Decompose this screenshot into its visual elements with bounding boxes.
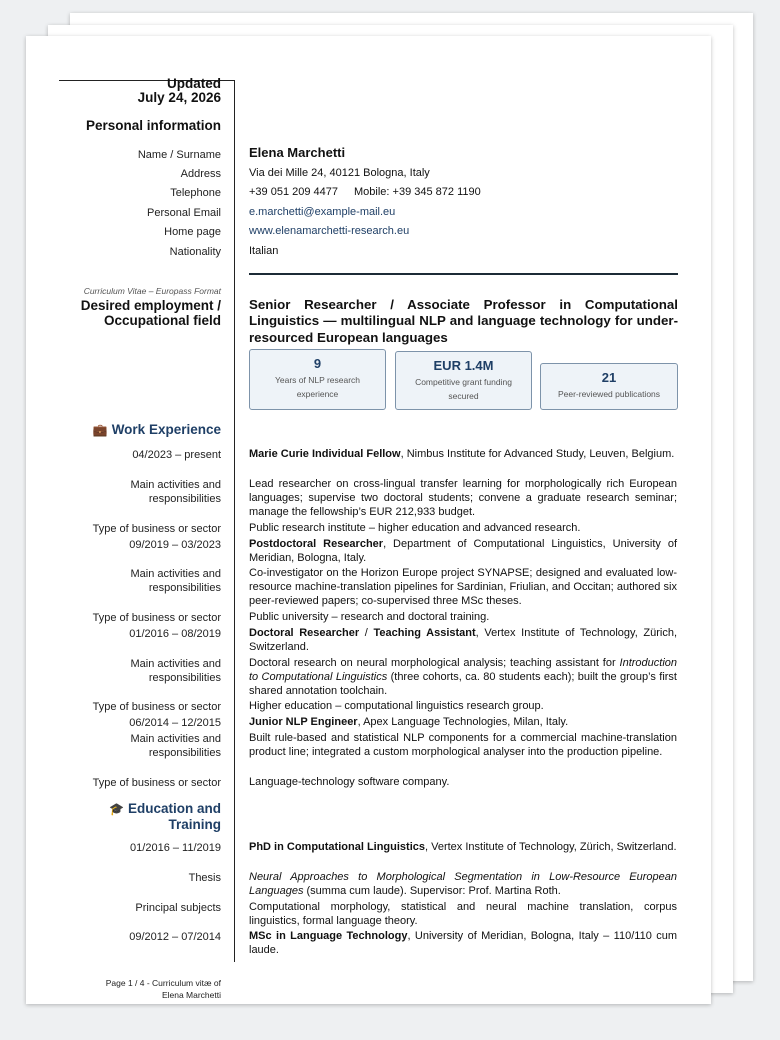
stat-caption: Years of NLP research experience bbox=[274, 375, 361, 399]
subjects-value: Computational morphology, statistical and neural machine translation, corpus linguistics, formal language theory. bbox=[249, 901, 677, 927]
activities-label: Main activities and responsibilities bbox=[130, 568, 221, 594]
desired-employment-label: Desired employment / Occupational field bbox=[80, 298, 221, 328]
job-sector: Higher education – computational linguistics research group. bbox=[249, 700, 544, 712]
sector-label: Type of business or sector bbox=[92, 701, 221, 713]
stat-card bbox=[540, 363, 678, 410]
stat-card bbox=[395, 351, 532, 410]
job-sector: Public research institute – higher education and advanced research. bbox=[249, 522, 581, 534]
section-divider bbox=[249, 273, 678, 275]
updated-date: Updated July 24, 2026 bbox=[137, 76, 221, 105]
nationality-value: Italian bbox=[249, 245, 279, 257]
sector-label: Type of business or sector bbox=[92, 777, 221, 789]
email-link[interactable]: e.marchetti@example-mail.eu bbox=[249, 206, 396, 218]
section-personal-information: Personal information bbox=[85, 118, 221, 133]
job-title: Postdoctoral Researcher, Department of Computational Linguistics, University of Meridian, Bologna, Italy. bbox=[249, 538, 678, 564]
graduation-cap-icon: 🎓 bbox=[109, 802, 124, 816]
name-label: Name / Surname bbox=[137, 149, 221, 161]
nationality-label: Nationality bbox=[169, 246, 221, 258]
stat-value: 9 bbox=[313, 356, 322, 371]
homepage-label: Home page bbox=[164, 226, 221, 238]
page-footer: Page 1 / 4 - Curriculum vitæ of Elena Marchetti bbox=[105, 978, 221, 1000]
activities-label: Main activities and responsibilities bbox=[130, 479, 221, 505]
job-dates: 09/2019 – 03/2023 bbox=[129, 539, 221, 551]
section-work-experience: 💼 Work Experience bbox=[92, 422, 221, 437]
subjects-label: Principal subjects bbox=[135, 902, 221, 914]
cv-page bbox=[26, 36, 711, 1004]
job-activities: Built rule-based and statistical NLP components for a commercial machine-translation product line; integrated a custom morphological analyser into the production pipeline. bbox=[249, 732, 677, 758]
job-activities: Doctoral research on neural morphological analysis; teaching assistant for Introduction to Computational Linguistics (three cohorts, ca. 80 students each); built the group’s first shared annotation toolchain. bbox=[249, 657, 677, 697]
education-dates: 09/2012 – 07/2014 bbox=[129, 931, 221, 943]
telephone-label: Telephone bbox=[170, 187, 221, 199]
thesis-label: Thesis bbox=[188, 872, 221, 884]
full-name: Elena Marchetti bbox=[249, 145, 346, 160]
briefcase-icon: 💼 bbox=[92, 423, 108, 437]
activities-label: Main activities and responsibilities bbox=[130, 733, 221, 759]
stat-caption: Peer-reviewed publications bbox=[557, 389, 661, 399]
job-dates: 06/2014 – 12/2015 bbox=[129, 717, 221, 729]
job-activities: Co-investigator on the Horizon Europe project SYNAPSE; designed and evaluated low-resource machine-translation pipelines for Sardinian, Friulian, and Occitan; authored six peer-reviewed papers; co-supervised three MSc theses. bbox=[249, 567, 677, 607]
job-title: Marie Curie Individual Fellow, Nimbus Institute for Advanced Study, Leuven, Belgium. bbox=[249, 448, 675, 460]
job-dates: 04/2023 – present bbox=[132, 449, 221, 461]
job-sector: Public university – research and doctoral training. bbox=[249, 611, 490, 623]
section-education-training: 🎓 Education and Training bbox=[109, 801, 221, 832]
address-label: Address bbox=[180, 168, 221, 180]
activities-label: Main activities and responsibilities bbox=[130, 658, 221, 684]
telephone-value: +39 051 209 4477 Mobile: +39 345 872 1190 bbox=[249, 186, 481, 198]
address-value: Via dei Mille 24, 40121 Bologna, Italy bbox=[249, 167, 430, 179]
sector-label: Type of business or sector bbox=[92, 523, 221, 535]
homepage-link[interactable]: www.elenamarchetti-research.eu bbox=[249, 225, 410, 237]
job-sector: Language-technology software company. bbox=[249, 776, 450, 788]
column-divider bbox=[234, 80, 235, 962]
job-title: Junior NLP Engineer, Apex Language Technologies, Milan, Italy. bbox=[249, 716, 569, 728]
desired-employment-headline: Senior Researcher / Associate Professor in Computational Linguistics — multilingual NLP and language technology for under-resourced European languages bbox=[249, 297, 678, 345]
stat-caption: Competitive grant funding secured bbox=[415, 377, 512, 401]
stat-value: EUR 1.4M bbox=[433, 358, 494, 373]
sector-label: Type of business or sector bbox=[92, 612, 221, 624]
degree-title: MSc in Language Technology, University of Meridian, Bologna, Italy – 110/110 cum laude. bbox=[249, 930, 677, 956]
stat-value: 21 bbox=[601, 370, 617, 385]
job-title: Doctoral Researcher / Teaching Assistant, Vertex Institute of Technology, Zürich, Switzerland. bbox=[249, 627, 678, 653]
job-dates: 01/2016 – 08/2019 bbox=[129, 628, 221, 640]
thesis-value: Neural Approaches to Morphological Segmentation in Low-Resource European Languages (summa cum laude). Supervisor: Prof. Martina Roth. bbox=[249, 871, 677, 897]
degree-title: PhD in Computational Linguistics, Vertex Institute of Technology, Zürich, Switzerland. bbox=[249, 841, 677, 853]
job-activities: Lead researcher on cross-lingual transfer learning for morphologically rich European languages; supervise two doctoral students; convene a graduate research seminar; manage the fellowship’s EUR 212,933 budget. bbox=[249, 478, 677, 518]
email-label: Personal Email bbox=[147, 207, 221, 219]
stat-card bbox=[249, 349, 386, 410]
format-tag: Curriculum Vitae – Europass Format bbox=[83, 286, 221, 296]
education-dates: 01/2016 – 11/2019 bbox=[130, 842, 221, 854]
